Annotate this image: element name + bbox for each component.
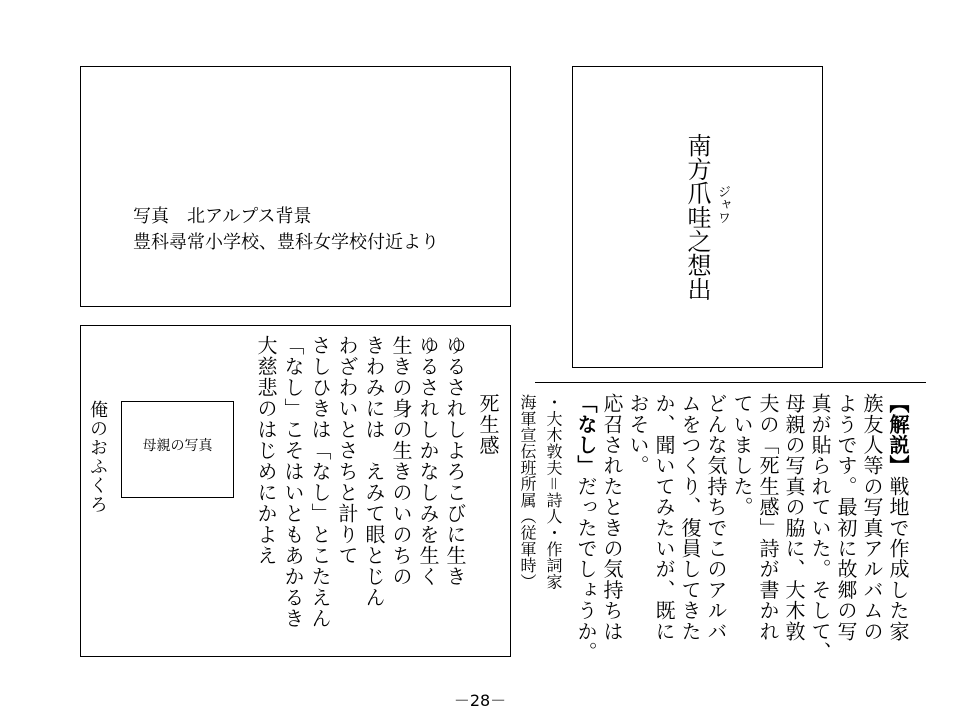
- landscape-photo-frame: [80, 66, 511, 307]
- commentary-line: 応召されたときの気持ちは: [600, 393, 624, 642]
- commentary-line: ていました。: [730, 393, 754, 518]
- commentary-line: ようです。最初に故郷の写: [834, 393, 858, 642]
- commentary-line: [885, 393, 911, 673]
- commentary-line: ムをつくり、復員してきた: [678, 393, 702, 642]
- album-page-frame: [80, 325, 511, 657]
- commentary-line: どんな気持ちでこのアルバ: [704, 393, 728, 642]
- poem-line: さしひきは「なし」とこたえん: [308, 335, 332, 629]
- poem-line: ゆるされしよろこびに生き: [443, 335, 467, 587]
- author-notes: [514, 394, 566, 654]
- mother-photo-label: 母親の写真: [142, 437, 213, 454]
- divider-rule: [535, 382, 926, 383]
- poem-line: きわみには えみて眼とじん: [362, 335, 386, 608]
- poem-line: ゆるされしかなしみを生く: [416, 335, 440, 587]
- page-number: －28－: [453, 691, 507, 710]
- commentary-first-text: 戦地で作成した家: [886, 475, 910, 642]
- author-note: ・大木敦夫＝詩人・作詞家: [544, 394, 563, 590]
- commentary-line: 族友人等の写真アルバムの: [860, 393, 884, 642]
- page-title: 南方爪哇之想出: [683, 133, 711, 301]
- photo-caption-line: 写真 北アルプス背景: [133, 206, 312, 227]
- poem-title: 死生感: [476, 393, 500, 456]
- poem-line: わざわいとさちと計りて: [335, 335, 359, 566]
- commentary-line: [573, 393, 599, 673]
- commentary-heading: 【解説】: [886, 393, 910, 476]
- poem-line: 生きの身の生きのいのちの: [389, 335, 413, 587]
- commentary: [573, 393, 911, 673]
- title-frame: [572, 66, 823, 368]
- mother-side-label: 俺のおふくろ: [87, 400, 108, 514]
- commentary-line: 真が貼られていた。そして、: [808, 393, 832, 663]
- photo-caption-line: 豊科尋常小学校、豊科女学校付近より: [133, 232, 439, 253]
- commentary-line: 夫の「死生感」詩が書かれ: [756, 393, 780, 642]
- author-note: 海軍宣伝班所属（従軍時）: [518, 394, 537, 590]
- poem-line: 大慈悲のはじめにかよえ: [254, 335, 278, 566]
- photo-caption: [133, 204, 439, 256]
- title-ruby-reading: ジャワ: [715, 185, 730, 224]
- commentary-line: 母親の写真の脇に、大木敦: [782, 393, 806, 642]
- mother-photo-placeholder: [121, 401, 234, 498]
- commentary-emphasis: 「なし」: [574, 393, 598, 476]
- commentary-last-text: だったでしょうか。: [574, 475, 598, 663]
- poem-line: 「なし」こそはいともあかるき: [281, 335, 305, 629]
- poem: [252, 335, 501, 645]
- commentary-line: おそい。: [626, 393, 650, 476]
- commentary-line: か、聞いてみたいが、既に: [652, 393, 676, 642]
